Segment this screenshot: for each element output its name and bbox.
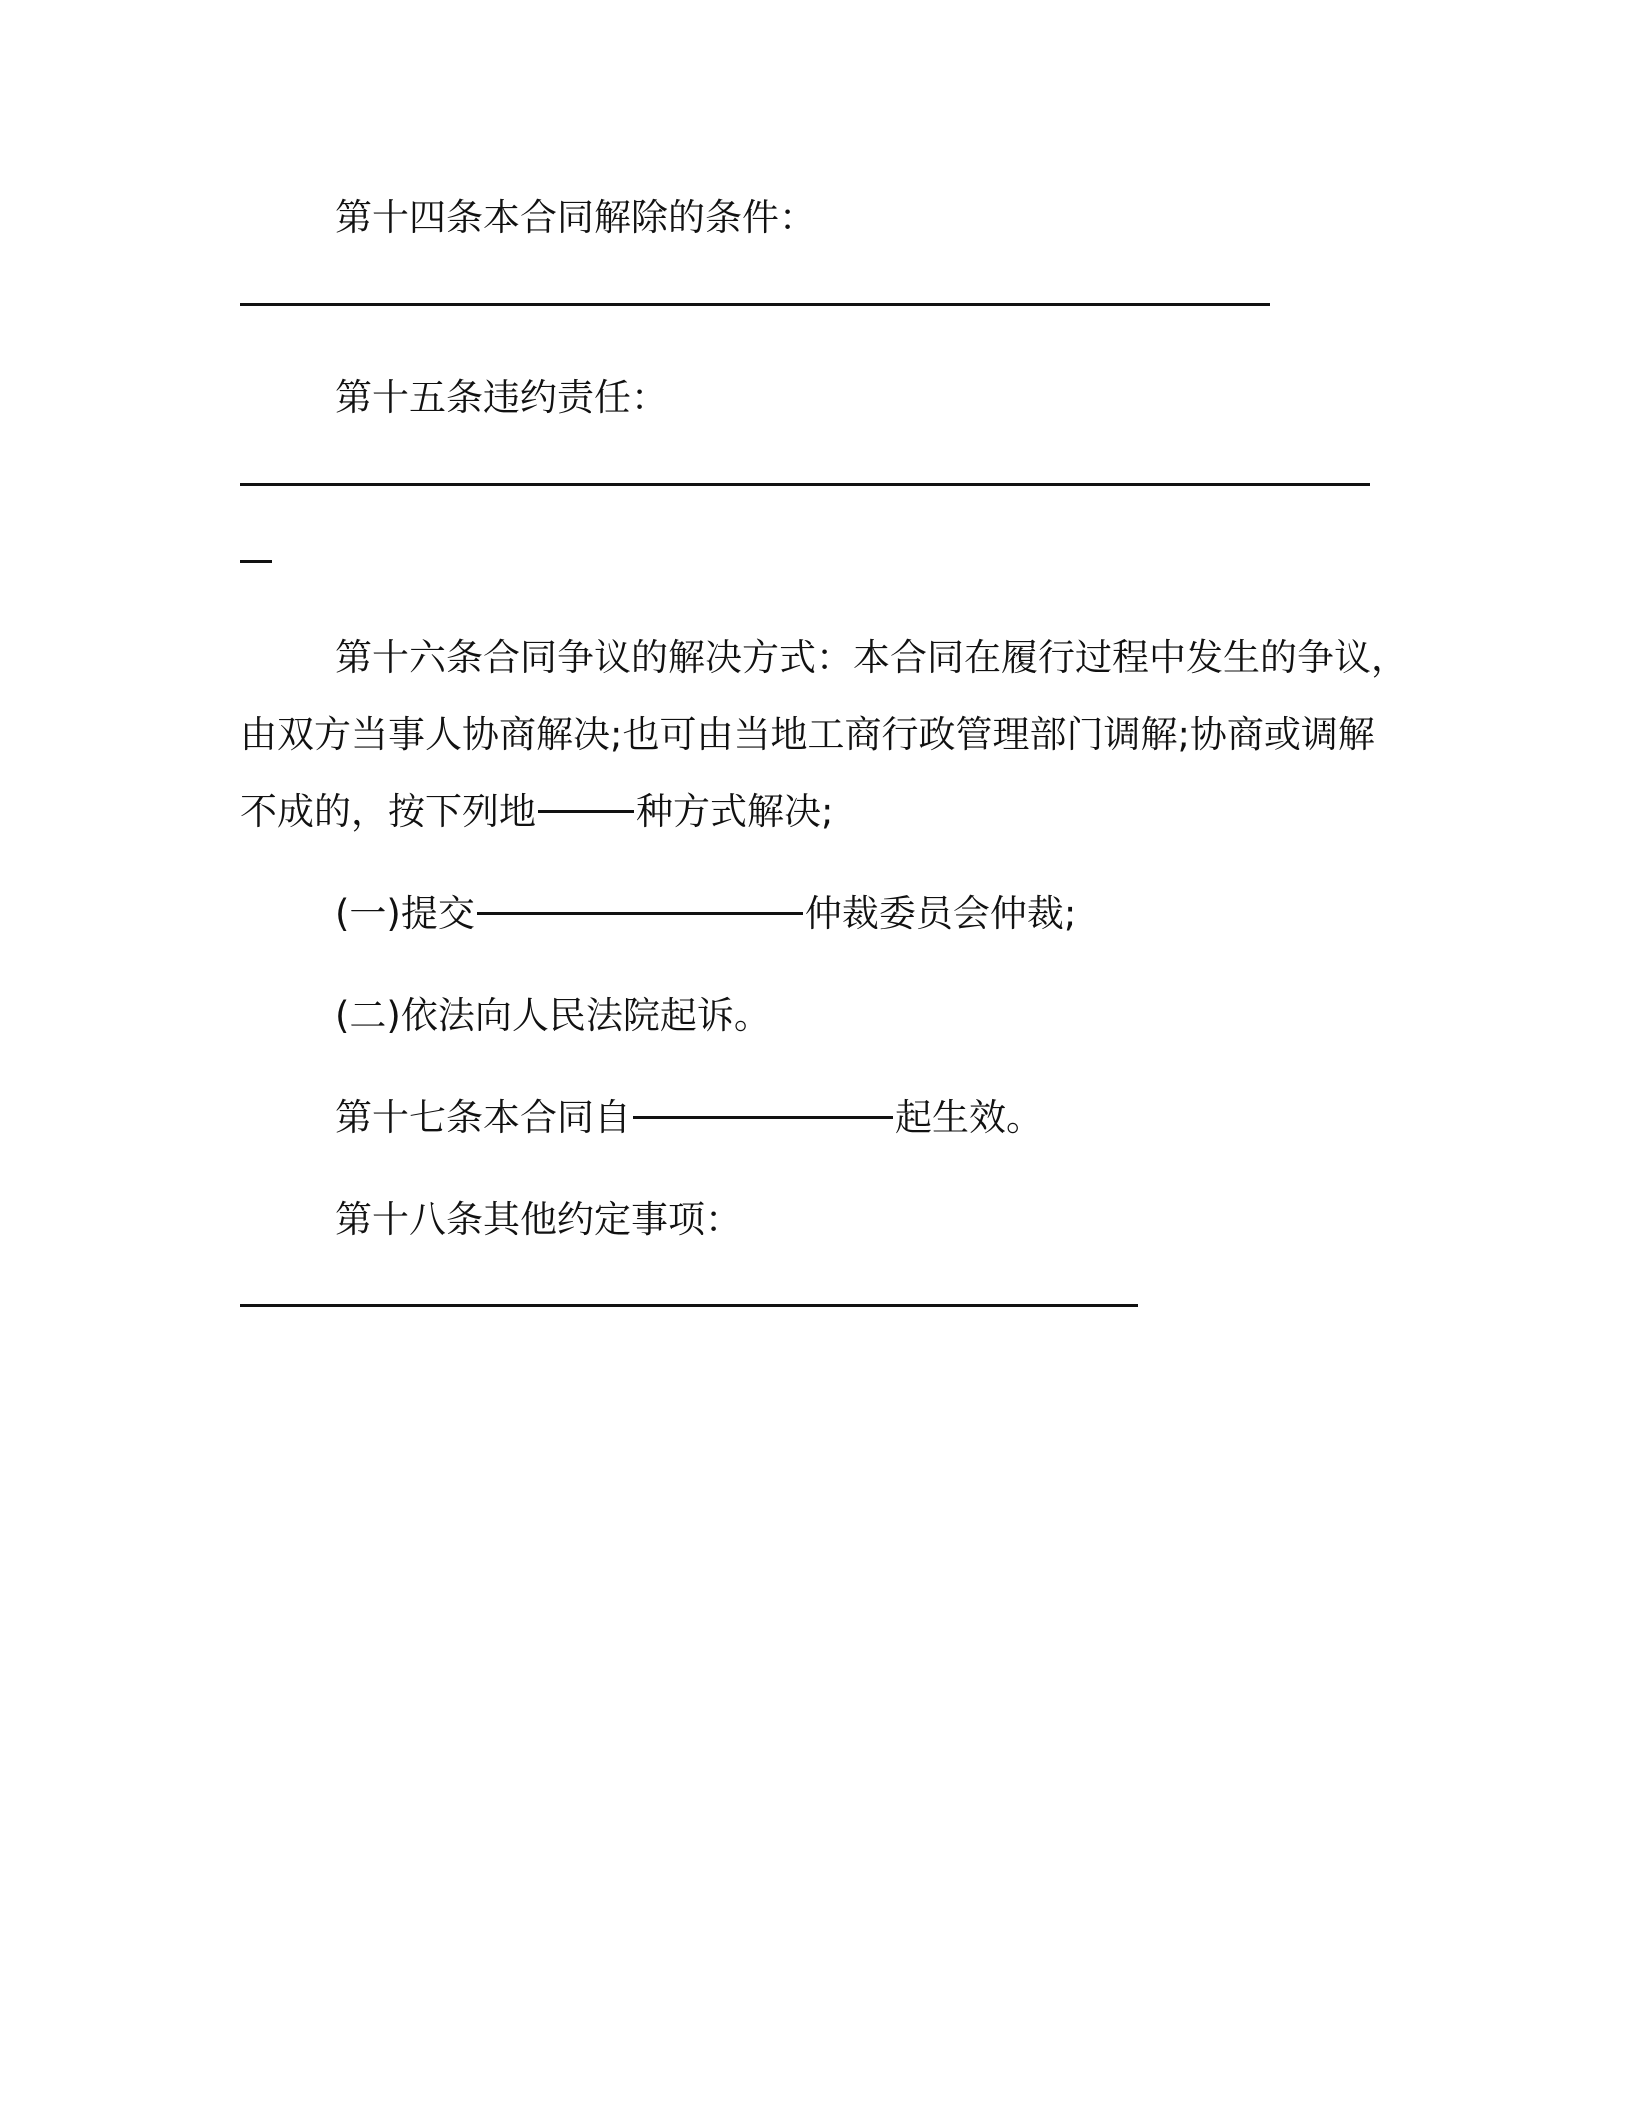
- article-14-fill-line: [240, 303, 1270, 306]
- article-16-inline-blank: [538, 810, 634, 813]
- article-16-line-2: 由双方当事人协商解决;也可由当地工商行政管理部门调解;协商或调解: [240, 713, 1375, 756]
- article-16-line-3: [240, 786, 833, 838]
- article-14-heading: 第十四条本合同解除的条件：: [335, 196, 816, 239]
- option-1-inline-blank: [477, 912, 803, 915]
- article-16-line-3-text-a: 不成的，按下列地: [240, 790, 536, 833]
- article-18-heading: 第十八条其他约定事项：: [335, 1198, 742, 1241]
- article-18-fill-line: [240, 1304, 1138, 1307]
- article-15-fill-line-continued: [240, 560, 272, 563]
- option-1-text-b: 仲裁委员会仲裁;: [804, 892, 1077, 935]
- article-17: [335, 1092, 1043, 1144]
- article-17-text-a: 第十七条本合同自: [335, 1096, 631, 1139]
- article-17-inline-blank: [633, 1116, 893, 1119]
- option-1: [335, 888, 1076, 940]
- option-2: (二)依法向人民法院起诉。: [335, 994, 771, 1037]
- article-16-line-1: 第十六条合同争议的解决方式：本合同在履行过程中发生的争议，: [335, 636, 1408, 679]
- article-17-text-b: 起生效。: [895, 1096, 1043, 1139]
- article-15-heading: 第十五条违约责任：: [335, 376, 668, 419]
- article-16-line-3-text-b: 种方式解决;: [636, 790, 834, 833]
- article-15-fill-line: [240, 483, 1370, 486]
- option-1-text-a: (一)提交: [335, 892, 475, 935]
